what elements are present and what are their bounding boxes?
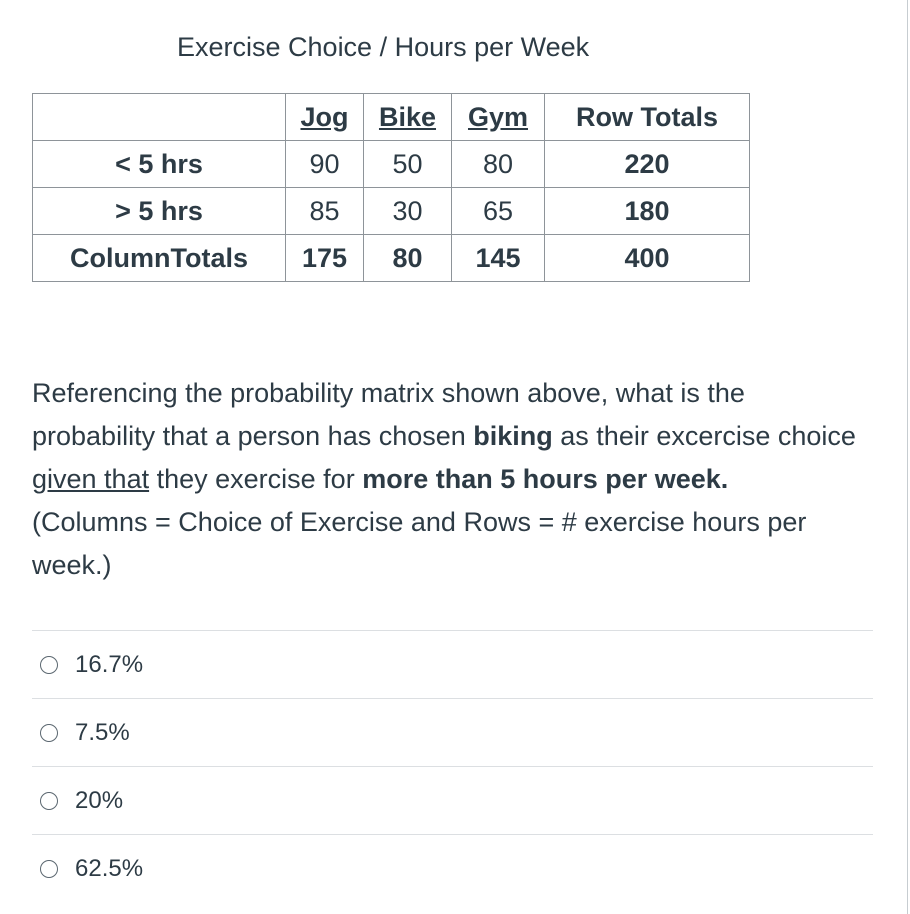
answer-option[interactable] <box>32 698 873 766</box>
table-row <box>33 188 750 235</box>
question-emphasis: more than 5 hours per week. <box>362 464 729 494</box>
row-label: > 5 hrs <box>33 188 286 235</box>
header-cell-jog: Jog <box>286 94 364 141</box>
header-cell-empty <box>33 94 286 141</box>
header-cell-row-totals: Row Totals <box>545 94 750 141</box>
table-row <box>33 235 750 282</box>
answer-option[interactable] <box>32 766 873 834</box>
table-cell: 50 <box>364 141 452 188</box>
answer-label: 16.7% <box>75 650 144 678</box>
column-total-cell: 80 <box>364 235 452 282</box>
question-text-part: (Columns = Choice of Exercise and Rows = # exercise hours per week.) <box>32 507 807 580</box>
question-text-part: they exercise for <box>149 464 363 494</box>
answer-label: 7.5% <box>75 718 130 746</box>
question-underline: given that <box>32 464 150 494</box>
header-cell-gym: Gym <box>452 94 545 141</box>
question-text <box>32 372 862 587</box>
radio-button-icon[interactable] <box>40 860 58 878</box>
table-cell: 85 <box>286 188 364 235</box>
table-header-row <box>33 94 750 141</box>
table-cell: 80 <box>452 141 545 188</box>
question-text-part: as their excercise choice <box>552 421 856 451</box>
answer-option[interactable] <box>32 834 873 902</box>
probability-matrix-table <box>32 93 750 282</box>
header-cell-bike: Bike <box>364 94 452 141</box>
table-title: Exercise Choice / Hours per Week <box>177 32 590 62</box>
answer-label: 20% <box>75 786 124 814</box>
row-total-cell: 180 <box>545 188 750 235</box>
row-label: ColumnTotals <box>33 235 286 282</box>
question-emphasis: biking <box>473 421 553 451</box>
radio-button-icon[interactable] <box>40 656 58 674</box>
radio-button-icon[interactable] <box>40 792 58 810</box>
column-total-cell: 175 <box>286 235 364 282</box>
table-row <box>33 141 750 188</box>
column-total-cell: 145 <box>452 235 545 282</box>
table-cell: 90 <box>286 141 364 188</box>
question-text-part: Referencing the probability matrix shown above, what is the probability that a person has chosen <box>32 378 745 451</box>
answer-list <box>32 630 873 902</box>
table-cell: 65 <box>452 188 545 235</box>
answer-option[interactable] <box>32 630 873 698</box>
grand-total-cell: 400 <box>545 235 750 282</box>
panel-border <box>907 0 908 914</box>
answer-label: 62.5% <box>75 854 144 882</box>
table-cell: 30 <box>364 188 452 235</box>
radio-button-icon[interactable] <box>40 724 58 742</box>
row-total-cell: 220 <box>545 141 750 188</box>
row-label: < 5 hrs <box>33 141 286 188</box>
